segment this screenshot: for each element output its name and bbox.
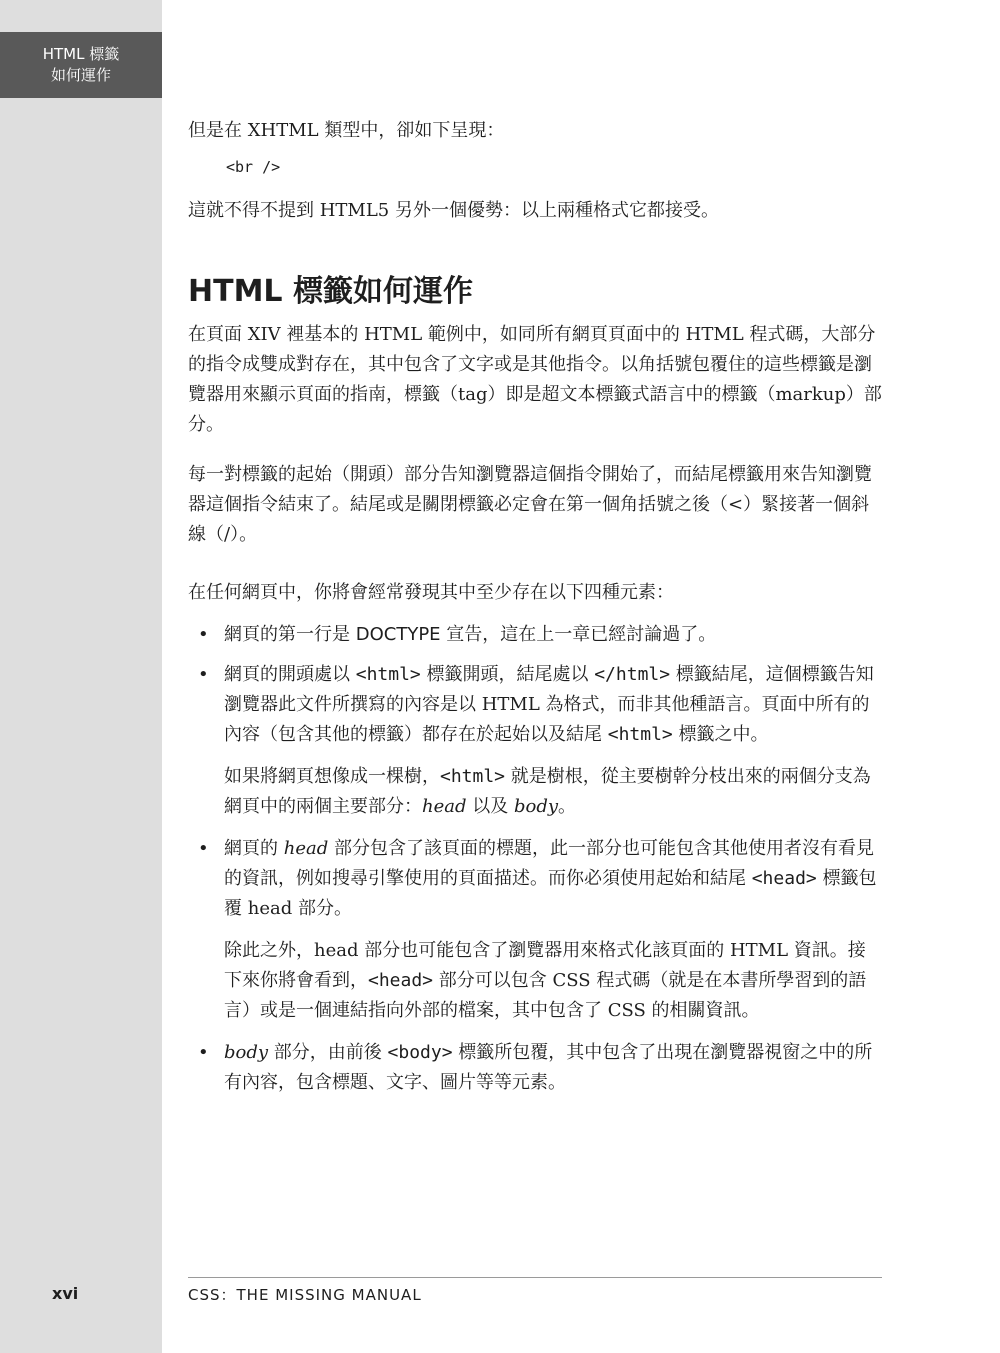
element-list bbox=[188, 620, 882, 1098]
section-heading: HTML 標籤如何運作 bbox=[188, 274, 473, 309]
sidebar bbox=[0, 0, 162, 1353]
list-item bbox=[188, 834, 882, 1026]
list-item-text: • 網頁的第一行是 DOCTYPE 宣告，這在上一章已經討論過了。 bbox=[224, 624, 717, 645]
list-item-subparagraph: 除此之外，head 部分也可能包含了瀏覽器用來格式化該頁面的 HTML 資訊。接下來你將會看到，<head> 部分可以包含 CSS 程式碼（就是在本書所學習到的語言）或是一個連結指向外部的檔案，其中包含了 CSS 的相關資訊。 bbox=[224, 940, 867, 1021]
list-item-text: • 網頁的 head 部分包含了該頁面的標題，此一部分也可能包含其他使用者沒有看見的資訊，例如搜尋引擎使用的頁面描述。而你必須使用起始和結尾 <head> 標籤包覆 head 部分。 bbox=[224, 838, 877, 919]
code-sample: <br /> bbox=[226, 158, 281, 176]
running-footer: CSS：THE MISSING MANUAL bbox=[188, 1286, 422, 1304]
footer-divider bbox=[188, 1277, 882, 1278]
list-item bbox=[188, 1038, 882, 1098]
chapter-tab bbox=[0, 32, 162, 98]
main-content bbox=[188, 116, 882, 1098]
intro-paragraph-2: 這就不得不提到 HTML5 另外一個優勢：以上兩種格式它都接受。 bbox=[188, 200, 719, 221]
list-item-text: • body 部分，由前後 <body> 標籤所包覆，其中包含了出現在瀏覽器視窗之中的所有內容，包含標題、文字、圖片等等元素。 bbox=[224, 1042, 873, 1093]
list-item bbox=[188, 660, 882, 822]
intro-paragraph-1: 但是在 XHTML 類型中，卻如下呈現： bbox=[188, 120, 505, 141]
list-item bbox=[188, 620, 882, 650]
list-item-subparagraph: 如果將網頁想像成一棵樹，<html> 就是樹根，從主要樹幹分枝出來的兩個分支為網頁中的兩個主要部分：head 以及 body。 bbox=[224, 766, 871, 817]
list-item-text: • 網頁的開頭處以 <html> 標籤開頭，結尾處以 </html> 標籤結尾，這個標籤告知瀏覽器此文件所撰寫的內容是以 HTML 為格式，而非其他種語言。頁面中所有的內容（包含其他的標籤）都存在於起始以及結尾 <html> 標籤之中。 bbox=[224, 664, 874, 745]
body-paragraph-3: 在任何網頁中，你將會經常發現其中至少存在以下四種元素： bbox=[188, 582, 674, 603]
body-paragraph-1: 在頁面 XIV 裡基本的 HTML 範例中，如同所有網頁頁面中的 HTML 程式碼，大部分的指令成雙成對存在，其中包含了文字或是其他指令。以角括號包覆住的這些標籤是瀏覽器用來顯示頁面的指南，標籤（tag）即是超文本標籤式語言中的標籤（markup）部分。 bbox=[188, 324, 882, 435]
chapter-tab-line1: HTML 標籤 bbox=[42, 45, 120, 63]
page-number: xvi bbox=[52, 1284, 79, 1303]
chapter-tab-line2: 如何運作 bbox=[50, 66, 111, 84]
body-paragraph-2: 每一對標籤的起始（開頭）部分告知瀏覽器這個指令開始了，而結尾標籤用來告知瀏覽器這個指令結束了。結尾或是關閉標籤必定會在第一個角括號之後（<）緊接著一個斜線（/）。 bbox=[188, 464, 872, 545]
